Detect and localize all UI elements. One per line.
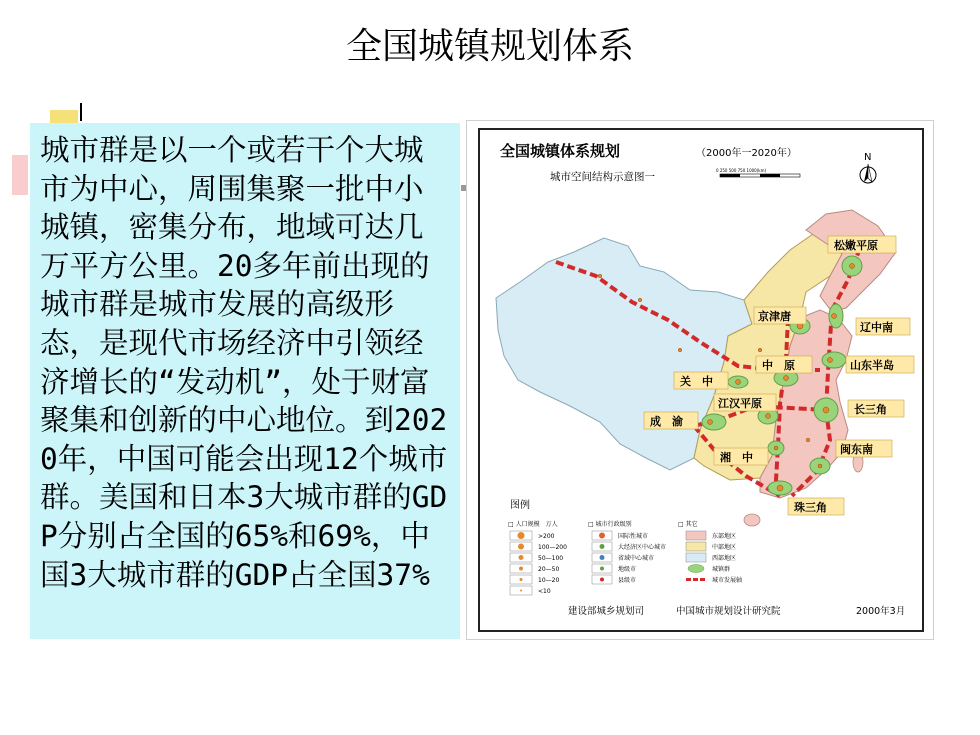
map-legend [508, 498, 742, 595]
body-text: 城市群是以一个或若干个大城市为中心，周围集聚一批中小城镇，密集分布，地域可达几万平方公里。20多年前出现的城市群是城市发展的高级形态，是现代市场经济中引领经济增长的“发动机”，处于财富聚集和创新的中心地位。到2020年，中国可能会出现12个城市群。美国和日本3大城市群的GDP分别占全国的65%和69%，中国3大城市群的GDP占全国37% [40, 133, 448, 592]
map-footer-mid: 中国城市规划设计研究院 [676, 606, 781, 617]
legend-admin-header: □ 城市行政级别 [588, 521, 632, 528]
cluster-label-xiangzhong [714, 448, 768, 465]
svg-text:珠三角: 珠三角 [794, 501, 827, 514]
legend-other-header: □ 其它 [678, 521, 698, 528]
svg-text:省域中心城市: 省域中心城市 [618, 555, 655, 562]
svg-text:湘 中: 湘 中 [720, 451, 753, 464]
legend-population-header: □ 人口规模 万人 [508, 521, 558, 528]
svg-text:城市发展轴: 城市发展轴 [712, 577, 743, 584]
legend-title: 图例 [510, 500, 530, 511]
svg-text:京津唐: 京津唐 [758, 310, 791, 323]
legend-population-items [510, 531, 567, 595]
svg-text:松嫩平原: 松嫩平原 [834, 239, 878, 252]
svg-text:中部地区: 中部地区 [712, 544, 737, 551]
svg-text:地级市: 地级市 [618, 566, 637, 573]
svg-text:10—20: 10—20 [538, 577, 560, 584]
cluster-label-songnen [828, 236, 896, 253]
svg-text:辽中南: 辽中南 [860, 321, 893, 334]
cluster-chengyu [702, 414, 726, 430]
svg-text:>200: >200 [538, 533, 555, 540]
svg-text:城镇群: 城镇群 [712, 566, 731, 573]
svg-text:江汉平原: 江汉平原 [718, 397, 762, 410]
svg-text:西部地区: 西部地区 [712, 555, 737, 562]
map-footer-left: 建设部城乡规划司 [568, 606, 645, 617]
svg-text:国际性城市: 国际性城市 [618, 533, 649, 540]
map-footer-right: 2000年3月 [856, 606, 906, 617]
legend-other-items [686, 531, 742, 584]
svg-text:<10: <10 [538, 588, 551, 595]
svg-text:50—100: 50—100 [538, 555, 564, 562]
slide-title: 全国城镇规划体系 [345, 26, 634, 67]
cluster-label-zhongyuan [756, 356, 812, 373]
svg-text:100—200: 100—200 [538, 544, 567, 551]
svg-text:闽东南: 闽东南 [840, 443, 873, 456]
cluster-label-guanzhong [674, 372, 728, 389]
legend-admin-items [592, 531, 666, 584]
cluster-label-liaozhongnan [856, 318, 910, 335]
svg-text:中 原: 中 原 [762, 359, 795, 372]
scale-bar [716, 168, 800, 177]
svg-text:成 渝: 成 渝 [650, 415, 683, 428]
cluster-label-jianghan [714, 394, 776, 411]
cluster-label-jingjintang [754, 307, 806, 324]
north-label: N [864, 152, 872, 163]
svg-text:20—50: 20—50 [538, 566, 560, 573]
cluster-label-zhusanjiao [788, 498, 844, 515]
hainan-island [744, 514, 760, 526]
svg-text:关 中: 关 中 [680, 375, 713, 388]
cluster-label-chengyu [644, 412, 698, 429]
cluster-label-changsanjiao [848, 400, 904, 417]
scale-text: 0 250 500 750 1000(km) [716, 168, 767, 173]
cluster-label-mindongnan [836, 440, 892, 457]
cluster-shandong [822, 352, 846, 368]
map-subtitle: 城市空间结构示意图一 [550, 171, 655, 183]
map-title: 全国城镇体系规划 [500, 142, 621, 160]
svg-text:山东半岛: 山东半岛 [850, 359, 894, 372]
north-arrow-icon [860, 152, 876, 183]
cluster-label-shandong [846, 356, 914, 373]
map-period: （2000年一2020年） [696, 148, 797, 159]
svg-text:东部地区: 东部地区 [712, 533, 737, 540]
svg-text:县级市: 县级市 [618, 577, 637, 584]
svg-text:大经济区中心城市: 大经济区中心城市 [618, 544, 667, 551]
svg-text:长三角: 长三角 [854, 403, 887, 416]
